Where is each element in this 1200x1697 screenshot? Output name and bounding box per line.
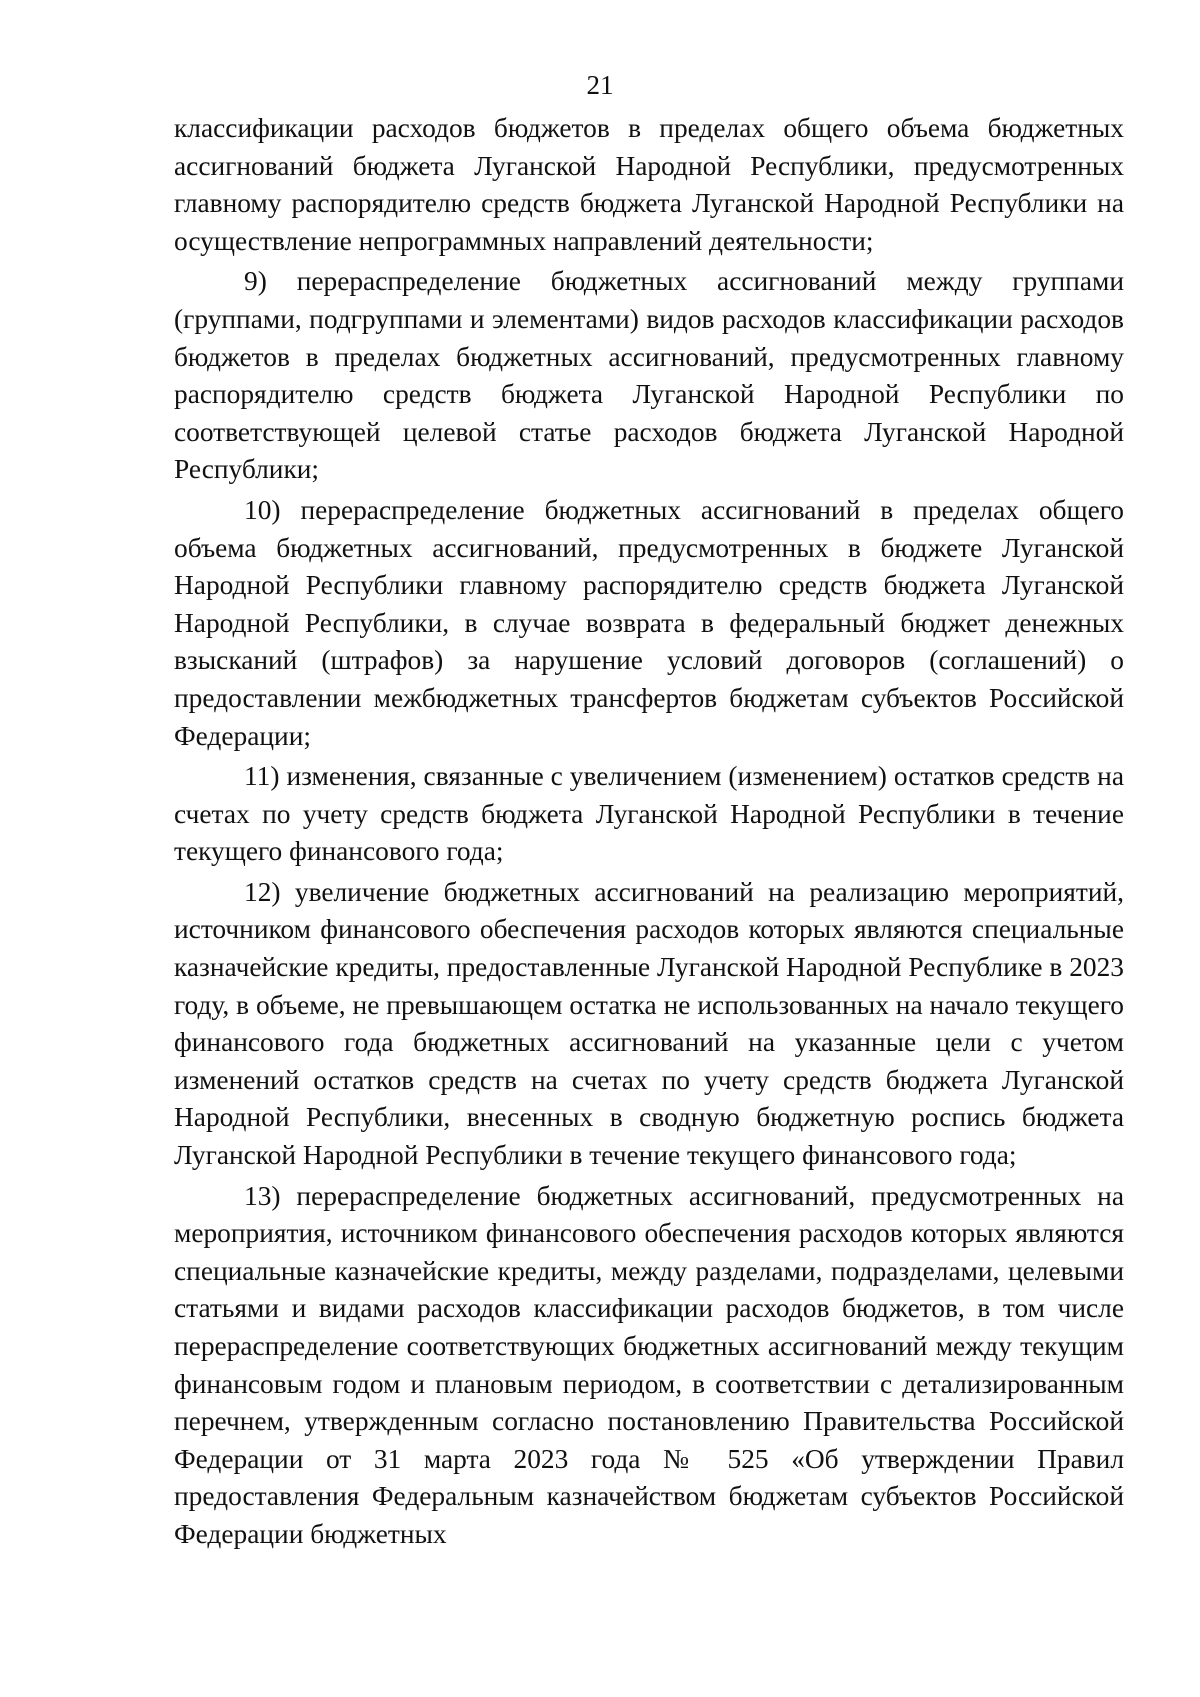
list-item-10: 10) перераспределение бюджетных ассигнований в пределах общего объема бюджетных ассигнований, предусмотренных в бюджете Луганской Народной Республики главному распорядителю средств бюджета Луганской Народной Республики, в случае возврата в федеральный бюджет денежных взысканий (штрафов) за нарушение условий договоров (соглашений) о предоставлении межбюджетных трансфертов бюджетам субъектов Российской Федерации; <box>174 494 1124 751</box>
paragraph-continuation: классификации расходов бюджетов в пределах общего объема бюджетных ассигнований бюджета Луганской Народной Республики, предусмотренных главному распорядителю средств бюджета Луганской Народной Республики на осуществление непрограммных направлений деятельности; <box>174 113 1124 256</box>
page-number: 21 <box>586 70 614 100</box>
list-item-9: 9) перераспределение бюджетных ассигнований между группами (группами, подгруппами и элементами) видов расходов классификации расходов бюджетов в пределах бюджетных ассигнований, предусмотренных главному распорядителю средств бюджета Луганской Народной Республики по соответствующей целевой статье расходов бюджета Луганской Народной Республики; <box>174 266 1124 485</box>
document-body <box>174 110 1124 1557</box>
list-item-13: 13) перераспределение бюджетных ассигнований, предусмотренных на мероприятия, источником финансового обеспечения расходов которых являются специальные казначейские кредиты, между разделами, подразделами, целевыми статьями и видами расходов классификации расходов бюджетов, в том числе перераспределение соответствующих бюджетных ассигнований между текущим финансовым годом и плановым периодом, в соответствии с детализированным перечнем, утвержденным согласно постановлению Правительства Российской Федерации от 31 марта 2023 года № 525 «Об утверждении Правил предоставления Федеральным казначейством бюджетам субъектов Российской Федерации бюджетных <box>174 1180 1124 1549</box>
list-item-12: 12) увеличение бюджетных ассигнований на реализацию мероприятий, источником финансового обеспечения расходов которых являются специальные казначейские кредиты, предоставленные Луганской Народной Республике в 2023 году, в объеме, не превышающем остатка не использованных на начало текущего финансового года бюджетных ассигнований на указанные цели с учетом изменений остатков средств на счетах по учету средств бюджета Луганской Народной Республики, внесенных в сводную бюджетную роспись бюджета Луганской Народной Республики в течение текущего финансового года; <box>174 876 1124 1171</box>
list-item-11: 11) изменения, связанные с увеличением (изменением) остатков средств на счетах по учету средств бюджета Луганской Народной Республики в течение текущего финансового года; <box>174 761 1124 867</box>
